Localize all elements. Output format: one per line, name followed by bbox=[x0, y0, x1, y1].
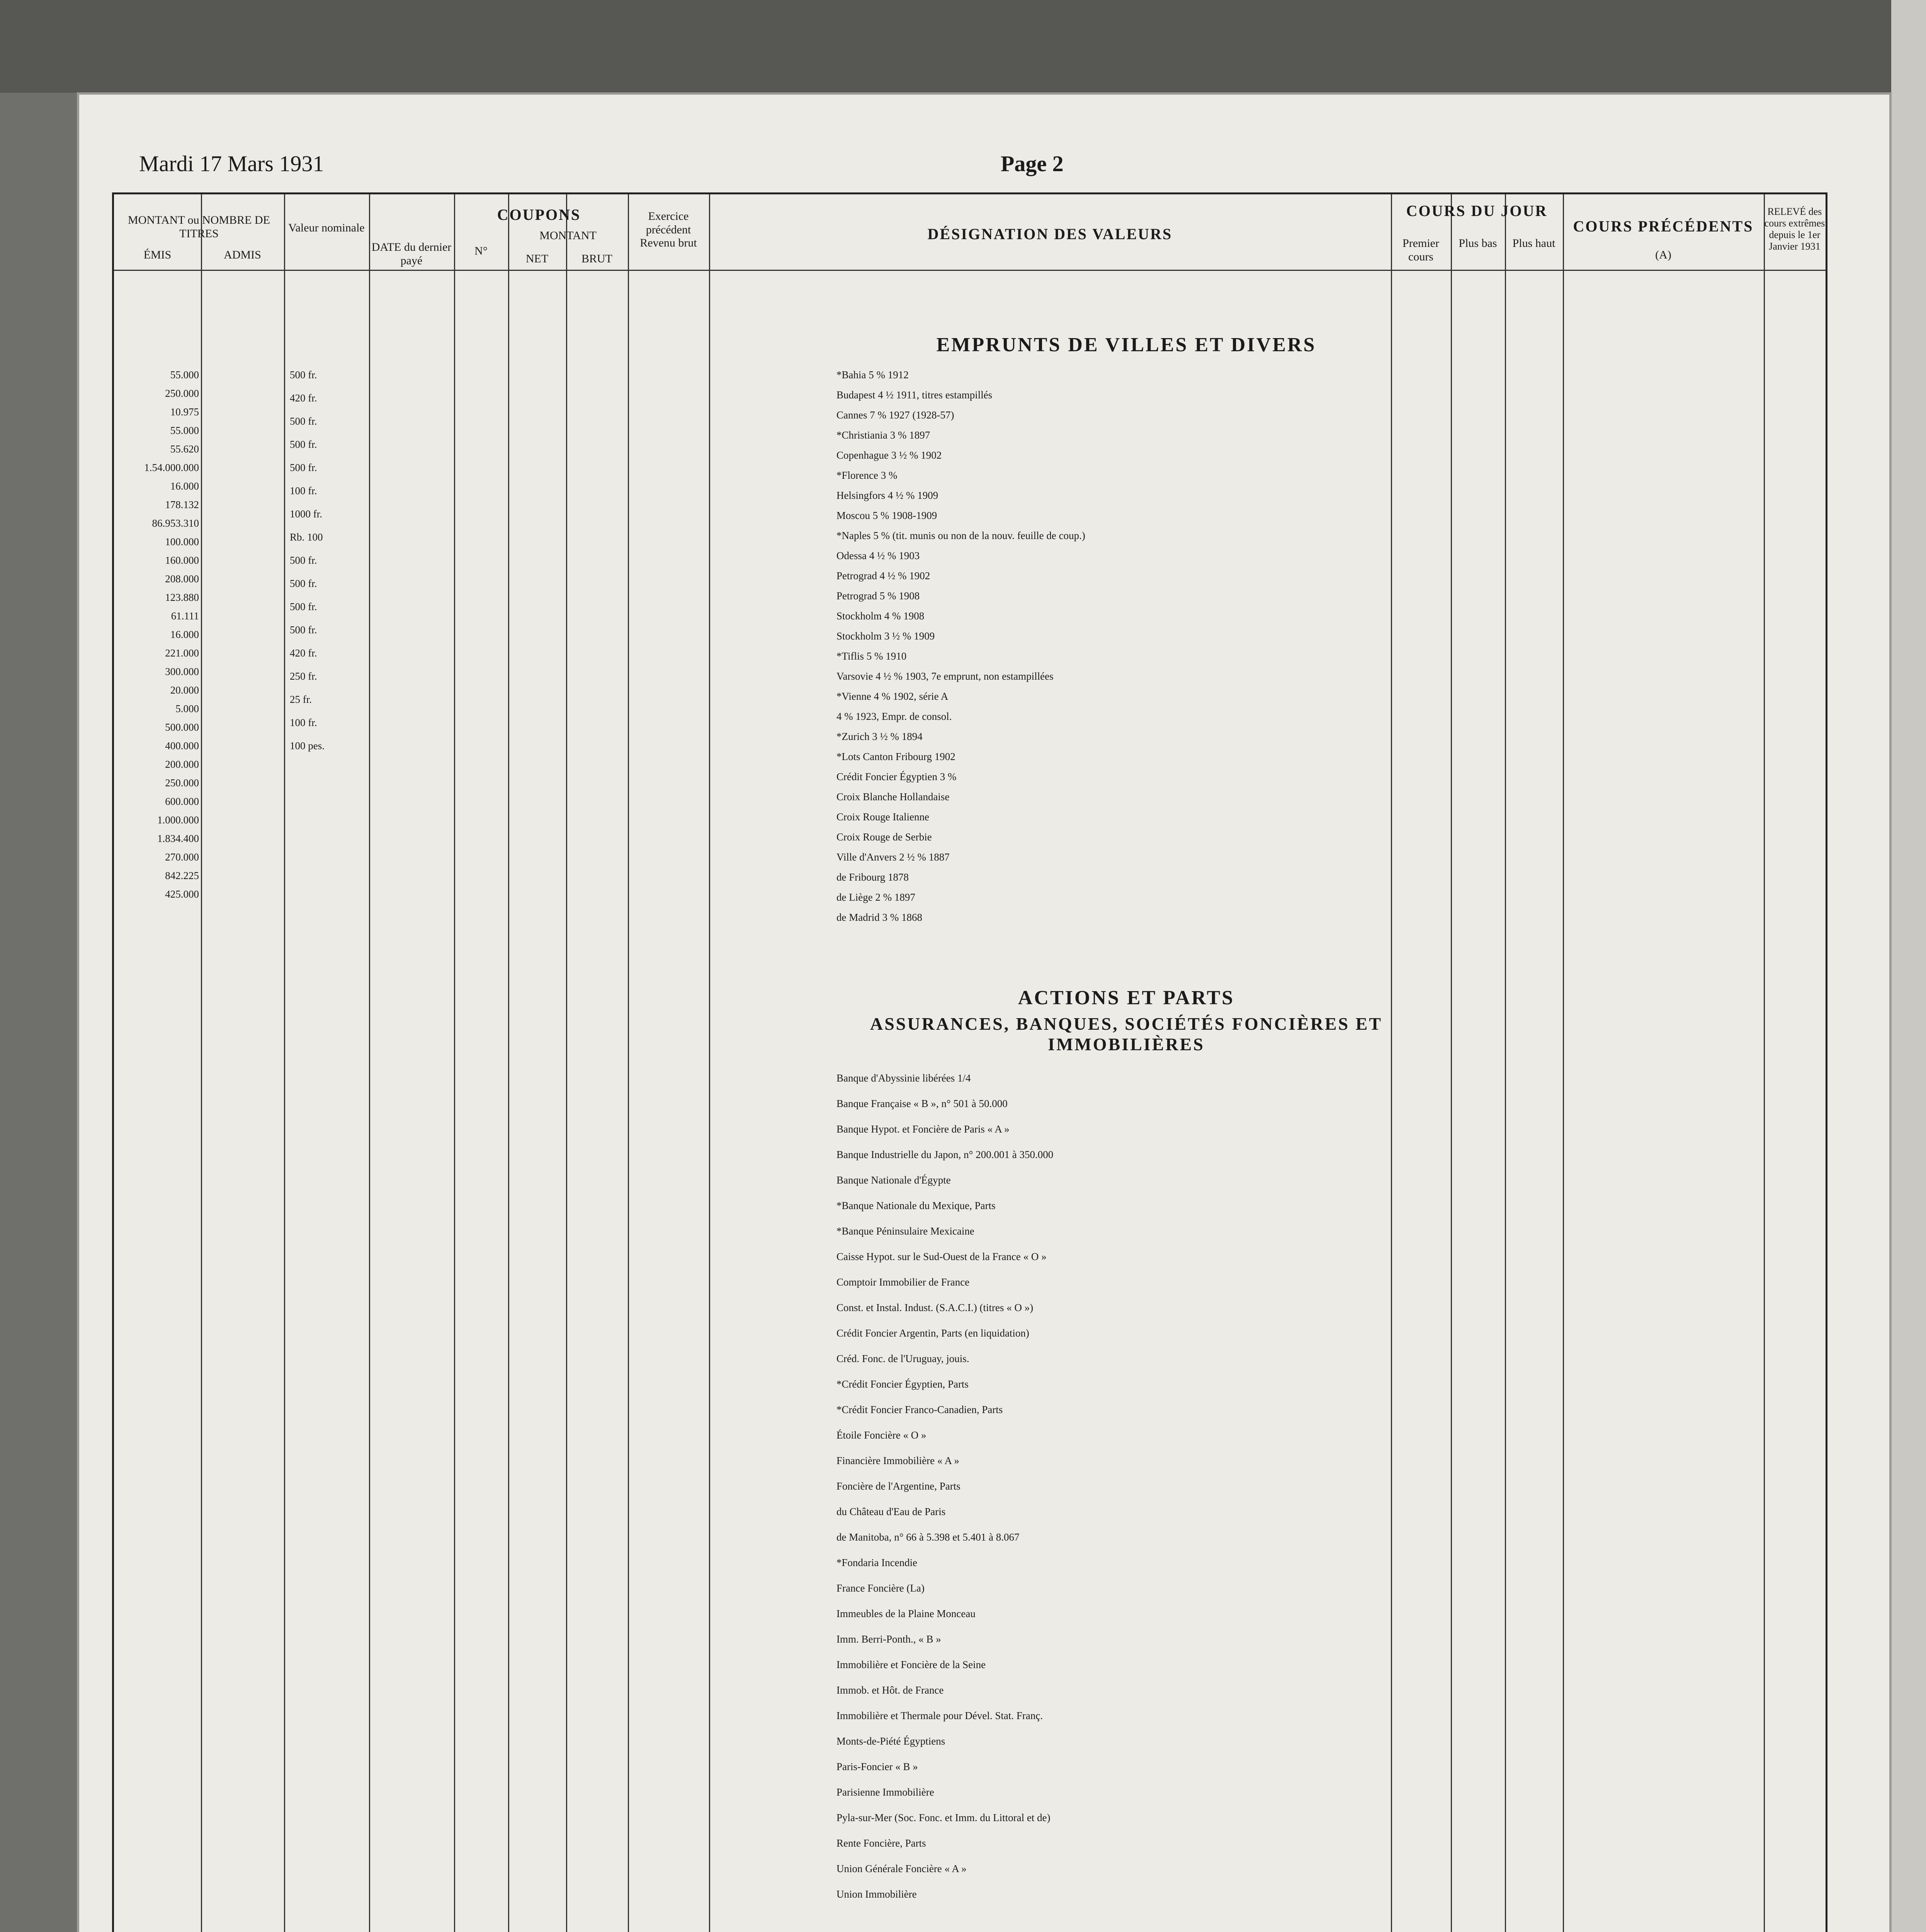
list-item: *Vienne 4 % 1902, série A bbox=[836, 690, 949, 702]
list-item: Stockholm 4 % 1908 bbox=[836, 610, 925, 622]
list-item: Banque Industrielle du Japon, n° 200.001 à 350.000 bbox=[836, 1149, 1054, 1160]
premier-cours-header: Premier cours bbox=[1402, 237, 1439, 263]
valeur-nominale-header: Valeur nominale bbox=[288, 221, 365, 234]
list-item: Croix Rouge de Serbie bbox=[836, 831, 932, 843]
list-item: Petrograd 5 % 1908 bbox=[836, 590, 920, 602]
list-item: *Christiania 3 % 1897 bbox=[836, 429, 930, 441]
emis-header: ÉMIS bbox=[143, 248, 172, 261]
valeur-value: 1000 fr. bbox=[290, 508, 322, 520]
list-item: *Zurich 3 ½ % 1894 bbox=[836, 731, 923, 742]
exercice-header: Exercice précédent Revenu brut bbox=[640, 210, 697, 249]
quotation-table bbox=[112, 192, 1827, 1932]
valeur-value: Rb. 100 bbox=[290, 531, 323, 543]
emis-value: 160.000 bbox=[165, 554, 199, 566]
designation-header: DÉSIGNATION DES VALEURS bbox=[927, 225, 1173, 243]
list-item: Stockholm 3 ½ % 1909 bbox=[836, 630, 935, 642]
numero-header: N° bbox=[474, 245, 488, 257]
list-item: *Banque Péninsulaire Mexicaine bbox=[836, 1225, 974, 1237]
cours-du-jour-header: COURS DU JOUR bbox=[1406, 202, 1548, 219]
valeur-value: 420 fr. bbox=[290, 647, 317, 659]
coupons-header: COUPONS bbox=[497, 206, 581, 223]
list-item: Varsovie 4 ½ % 1903, 7e emprunt, non estampillées bbox=[836, 670, 1054, 682]
list-item: France Foncière (La) bbox=[836, 1582, 925, 1594]
list-item: Financière Immobilière « A » bbox=[836, 1455, 959, 1466]
valeur-column bbox=[290, 368, 367, 762]
emis-value: 270.000 bbox=[165, 851, 199, 863]
list-item: Const. et Instal. Indust. (S.A.C.I.) (titres « O ») bbox=[836, 1302, 1034, 1313]
emis-value: 20.000 bbox=[170, 684, 199, 696]
list-item: Parisienne Immobilière bbox=[836, 1786, 934, 1798]
valeur-value: 500 fr. bbox=[290, 415, 317, 427]
valeur-value: 250 fr. bbox=[290, 670, 317, 682]
list-item: Créd. Fonc. de l'Uruguay, jouis. bbox=[836, 1353, 969, 1364]
list-item: Crédit Foncier Égyptien 3 % bbox=[836, 771, 957, 782]
list-item: Moscou 5 % 1908-1909 bbox=[836, 510, 937, 521]
section-actions-parts: ACTIONS ET PARTS bbox=[1018, 987, 1235, 1009]
list-item: Cannes 7 % 1927 (1928-57) bbox=[836, 409, 954, 421]
emis-value: 600.000 bbox=[165, 796, 199, 807]
valeur-value: 420 fr. bbox=[290, 392, 317, 404]
list-item: Banque d'Abyssinie libérées 1/4 bbox=[836, 1072, 971, 1084]
emis-value: 1.000.000 bbox=[157, 814, 199, 826]
valeur-value: 500 fr. bbox=[290, 624, 317, 636]
list-item: de Madrid 3 % 1868 bbox=[836, 912, 922, 923]
list-item: *Bahia 5 % 1912 bbox=[836, 369, 909, 381]
cours-precedents-sub: (A) bbox=[1655, 248, 1671, 261]
emis-value: 1.834.400 bbox=[157, 833, 199, 844]
emis-value: 55.620 bbox=[170, 443, 199, 455]
scan-border-top bbox=[0, 0, 1926, 93]
valeur-value: 100 pes. bbox=[290, 740, 325, 752]
list-item: Immeubles de la Plaine Monceau bbox=[836, 1608, 976, 1619]
list-item: Immobilière et Foncière de la Seine bbox=[836, 1659, 986, 1670]
scan-border-right bbox=[1891, 0, 1926, 1932]
emis-value: 5.000 bbox=[175, 703, 199, 714]
list-item: *Tiflis 5 % 1910 bbox=[836, 650, 907, 662]
list-item: Comptoir Immobilier de France bbox=[836, 1276, 970, 1288]
brut-header: BRUT bbox=[581, 252, 612, 265]
list-item: Immob. et Hôt. de France bbox=[836, 1684, 944, 1696]
emis-value: 200.000 bbox=[165, 759, 199, 770]
list-item: Banque Hypot. et Foncière de Paris « A » bbox=[836, 1123, 1010, 1135]
list-item: *Crédit Foncier Égyptien, Parts bbox=[836, 1378, 969, 1390]
emis-value: 208.000 bbox=[165, 573, 199, 585]
valeur-value: 25 fr. bbox=[290, 694, 312, 705]
emis-value: 100.000 bbox=[165, 536, 199, 548]
list-item: Banque Nationale d'Égypte bbox=[836, 1174, 951, 1186]
cours-precedents-header: COURS PRÉCÉDENTS bbox=[1573, 218, 1754, 235]
page-date: Mardi 17 Mars 1931 bbox=[139, 151, 324, 176]
list-item: du Château d'Eau de Paris bbox=[836, 1506, 946, 1517]
list-item: Immobilière et Thermale pour Dével. Stat. Franç. bbox=[836, 1710, 1043, 1721]
list-item: Banque Française « B », n° 501 à 50.000 bbox=[836, 1098, 1008, 1109]
valeur-value: 100 fr. bbox=[290, 717, 317, 728]
list-item: de Fribourg 1878 bbox=[836, 871, 909, 883]
net-header: NET bbox=[525, 252, 549, 265]
list-item: Budapest 4 ½ 1911, titres estampillés bbox=[836, 389, 993, 401]
list-item: Croix Blanche Hollandaise bbox=[836, 791, 950, 803]
list-item: Caisse Hypot. sur le Sud-Ouest de la France « O » bbox=[836, 1251, 1047, 1262]
emis-value: 61.111 bbox=[171, 610, 199, 622]
emis-value: 250.000 bbox=[165, 777, 199, 789]
list-item: Foncière de l'Argentine, Parts bbox=[836, 1480, 960, 1492]
list-item: *Florence 3 % bbox=[836, 469, 898, 481]
list-item: Croix Rouge Italienne bbox=[836, 811, 929, 823]
emis-value: 86.953.310 bbox=[152, 517, 199, 529]
section-assurances: ASSURANCES, BANQUES, SOCIÉTÉS FONCIÈRES ET IMMOBILIÈRES bbox=[870, 1014, 1382, 1054]
emis-value: 123.880 bbox=[165, 592, 199, 603]
montant-header: MONTANT ou NOMBRE DE TITRES bbox=[128, 214, 270, 240]
emis-value: 16.000 bbox=[170, 480, 199, 492]
list-item: Union Immobilière bbox=[836, 1888, 917, 1900]
emis-column bbox=[122, 368, 199, 906]
emis-value: 842.225 bbox=[165, 870, 199, 881]
valeur-value: 500 fr. bbox=[290, 554, 317, 566]
list-item: Rente Foncière, Parts bbox=[836, 1837, 926, 1849]
emis-value: 250.000 bbox=[165, 388, 199, 399]
list-item: *Naples 5 % (tit. munis ou non de la nouv. feuille de coup.) bbox=[836, 530, 1085, 541]
valeur-value: 500 fr. bbox=[290, 439, 317, 450]
list-item: *Lots Canton Fribourg 1902 bbox=[836, 751, 955, 762]
list-item: *Crédit Foncier Franco-Canadien, Parts bbox=[836, 1404, 1003, 1415]
valeur-value: 100 fr. bbox=[290, 485, 317, 497]
emis-value: 178.132 bbox=[165, 499, 199, 510]
date-dernier-header: DATE du dernier payé bbox=[371, 241, 452, 267]
list-item: Pyla-sur-Mer (Soc. Fonc. et Imm. du Littoral et de) bbox=[836, 1812, 1051, 1823]
list-item: Ville d'Anvers 2 ½ % 1887 bbox=[836, 851, 950, 863]
emis-value: 221.000 bbox=[165, 647, 199, 659]
list-item: *Fondaria Incendie bbox=[836, 1557, 918, 1568]
list-item: Monts-de-Piété Égyptiens bbox=[836, 1735, 945, 1747]
list-item: 4 % 1923, Empr. de consol. bbox=[836, 711, 952, 722]
list-item: Paris-Foncier « B » bbox=[836, 1761, 918, 1772]
valeur-value: 500 fr. bbox=[290, 462, 317, 473]
list-item: *Banque Nationale du Mexique, Parts bbox=[836, 1200, 996, 1211]
valeur-value: 500 fr. bbox=[290, 601, 317, 612]
list-item: Union Générale Foncière « A » bbox=[836, 1863, 967, 1874]
emprunts-list bbox=[836, 368, 1493, 931]
admis-header: ADMIS bbox=[224, 248, 261, 261]
section-emprunts: EMPRUNTS DE VILLES ET DIVERS bbox=[936, 334, 1316, 356]
montant-coupon-header: MONTANT bbox=[539, 229, 597, 242]
emis-value: 425.000 bbox=[165, 888, 199, 900]
valeur-value: 500 fr. bbox=[290, 578, 317, 589]
plus-haut-header: Plus haut bbox=[1512, 237, 1555, 250]
page-number: Page 2 bbox=[1001, 151, 1064, 176]
list-item: de Liège 2 % 1897 bbox=[836, 891, 915, 903]
releve-header: RELEVÉ des cours extrêmes depuis le 1er Janvier 1931 bbox=[1764, 206, 1825, 252]
list-item: Copenhague 3 ½ % 1902 bbox=[836, 449, 942, 461]
emis-value: 55.000 bbox=[170, 369, 199, 381]
list-item: Imm. Berri-Ponth., « B » bbox=[836, 1633, 941, 1645]
list-item: Odessa 4 ½ % 1903 bbox=[836, 550, 920, 561]
emis-value: 500.000 bbox=[165, 721, 199, 733]
emis-value: 16.000 bbox=[170, 629, 199, 640]
list-item: Crédit Foncier Argentin, Parts (en liquidation) bbox=[836, 1327, 1029, 1339]
list-item: Petrograd 4 ½ % 1902 bbox=[836, 570, 930, 582]
plus-bas-header: Plus bas bbox=[1459, 237, 1497, 250]
emis-value: 55.000 bbox=[170, 425, 199, 436]
emis-value: 1.54.000.000 bbox=[144, 462, 199, 473]
emis-value: 300.000 bbox=[165, 666, 199, 677]
list-item: de Manitoba, n° 66 à 5.398 et 5.401 à 8.067 bbox=[836, 1531, 1020, 1543]
valeur-value: 500 fr. bbox=[290, 369, 317, 381]
emis-value: 10.975 bbox=[170, 406, 199, 418]
list-item: Étoile Foncière « O » bbox=[836, 1429, 926, 1441]
list-item: Helsingfors 4 ½ % 1909 bbox=[836, 490, 938, 501]
assurances-list bbox=[836, 1071, 1493, 1913]
emis-value: 400.000 bbox=[165, 740, 199, 752]
